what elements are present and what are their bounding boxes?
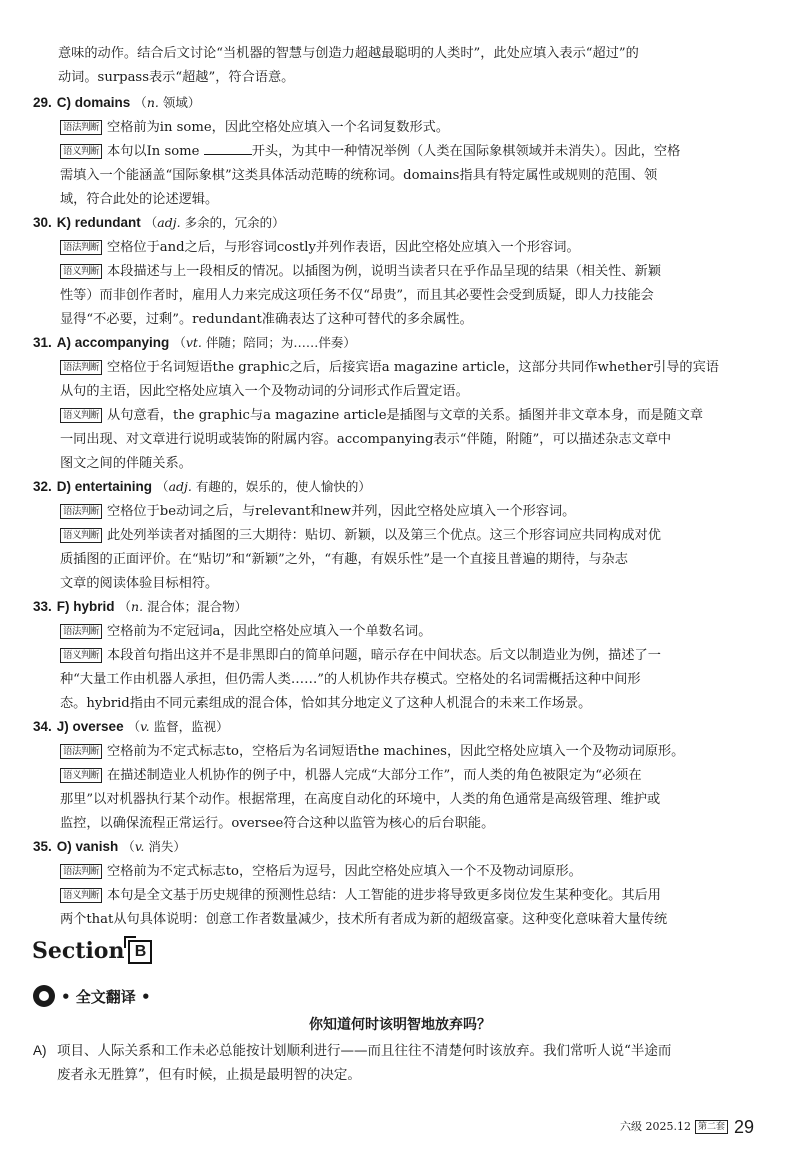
item-34-meaning-2: 那里”以对机器执行某个动作。根据常理，在高度自动化的环境中，人类的角色通常是高级管理、维护或	[60, 792, 661, 807]
item-31-meaning-2: 一同出现、对文章进行说明或装饰的附属内容。accompanying表示“伴随，附随”，可以描述杂志文章中	[60, 432, 672, 447]
part-of-speech: n.	[146, 95, 159, 110]
translation-label: • 全文翻译 •	[61, 987, 151, 1006]
page-footer	[620, 1117, 754, 1137]
item-30-meaning-2: 性等）而非创作者时，雇用人力来完成这项任务不仅“昂贵”，而且其必要性会受到质疑，即人力技能会	[60, 288, 654, 303]
intro-line-1: 意味的动作。结合后文讨论“当机器的智慧与创造力超越最聪明的人类时”，此处应填入表示“超过”的	[58, 46, 639, 61]
item-31-heading: 31. A) accompanying （vt. 伴随；陪同；为……伴奏）	[33, 335, 356, 350]
item-32-meaning-2: 质插图的正面评价。在“贴切”和“新颖”之外，“有趣，有娱乐性”是一个直接且普遍的期待，与杂志	[60, 552, 628, 567]
item-35-meaning-2: 两个that从句具体说明：创意工作者数量减少，技术所有者成为新的超级富豪。这种变化意味着大量传统	[60, 912, 668, 927]
item-33-heading: 33. F) hybrid （n. 混合体；混合物）	[33, 599, 248, 614]
item-30-grammar: 语法判断 空格位于and之后，与形容词costly并列作表语，因此空格处应填入一个形容词。	[60, 236, 750, 260]
item-29-grammar: 语法判断 空格前为in some，因此空格处应填入一个名词复数形式。	[60, 116, 750, 140]
item-number: 29.	[33, 95, 52, 110]
issue-badge: 第二套	[695, 1120, 728, 1134]
item-31-meaning-3: 图文之间的伴随关系。	[60, 456, 192, 471]
item-33-grammar: 语法判断 空格前为不定冠词a，因此空格处应填入一个单数名词。	[60, 620, 750, 644]
grammar-tag: 语法判断	[60, 120, 102, 135]
item-29-meaning-3: 域，符合此处的论述逻辑。	[60, 192, 219, 207]
item-35-grammar: 语法判断 空格前为不定式标志to，空格后为逗号，因此空格处应填入一个不及物动词原形。	[60, 860, 750, 884]
item-34-meaning-3: 监控，以确保流程正常运行。oversee符合这种以监管为核心的后台职能。	[60, 816, 495, 831]
gloss-text: 领域	[162, 95, 188, 110]
item-29-heading: 29. C) domains （n. 领域）	[33, 95, 201, 110]
item-33-meaning-1: 语义判断 本段首句指出这并不是非黑即白的简单问题，暗示存在中间状态。后文以制造业为例，描述了一	[60, 644, 750, 668]
item-30-meaning-1: 语义判断 本段描述与上一段相反的情况。以插图为例，说明当读者只在乎作品呈现的结果（相关性、新颖	[60, 260, 750, 284]
item-33-meaning-3: 态。hybrid指由不同元素组成的混合体，恰如其分地定义了这种人机混合的未来工作场景。	[60, 696, 592, 711]
item-34-grammar: 语法判断 空格前为不定式标志to，空格后为名词短语the machines，因此空格处应填入一个及物动词原形。	[60, 740, 750, 764]
paragraph-line-1: 项目、人际关系和工作未必总能按计划顺利进行——而且往往不清楚何时该放弃。我们常听人说“半途而	[57, 1043, 672, 1059]
item-31-grammar-2: 从句的主语，因此空格处应填入一个及物动词的分词形式作后置定语。	[60, 384, 469, 399]
paragraph-line-2: 废者永无胜算”，但有时候，止损是最明智的决定。	[57, 1067, 361, 1083]
article-paragraph-a	[33, 1039, 749, 1087]
item-34-meaning-1: 语义判断 在描述制造业人机协作的例子中，机器人完成“大部分工作”，而人类的角色被限定为“必须在	[60, 764, 750, 788]
item-31-meaning-1: 语义判断 从句意看，the graphic与a magazine article是插图与文章的关系。插图并非文章本身，而是随文章	[60, 404, 750, 428]
item-35-heading: 35. O) vanish （v. 消失）	[33, 839, 186, 854]
item-33-meaning-2: 种“大量工作由机器人承担，但仍需人类……”的人机协作共存模式。空格处的名词需概括这种中间形	[60, 672, 641, 687]
section-letter-box: B	[128, 940, 152, 964]
answer-word: O) vanish	[56, 839, 119, 854]
item-32-grammar: 语法判断 空格位于be动词之后，与relevant和new并列，因此空格处应填入一个形容词。	[60, 500, 750, 524]
paragraph-marker: A)	[33, 1043, 47, 1058]
answer-word: K) redundant	[56, 215, 141, 230]
answer-word: C) domains	[56, 95, 131, 110]
item-30-meaning-3: 显得“不必要，过剩”。redundant准确表达了这种可替代的多余属性。	[60, 312, 473, 327]
answer-word: J) oversee	[56, 719, 124, 734]
item-35-meaning-1: 语义判断 本句是全文基于历史规律的预测性总结：人工智能的进步将导致更多岗位发生某种变化。其后用	[60, 884, 750, 908]
item-29-meaning-1: 语义判断 本句以In some 开头，为其中一种情况举例（人类在国际象棋领域并未消失）。因此，空格	[60, 140, 750, 164]
item-34-heading: 34. J) oversee （v. 监督，监视）	[33, 719, 229, 734]
section-heading	[32, 936, 152, 966]
answer-blank	[204, 142, 252, 155]
item-32-heading: 32. D) entertaining （adj. 有趣的，娱乐的，使人愉快的）	[33, 479, 371, 494]
section-label: Section	[32, 938, 125, 964]
item-32-meaning-1: 语义判断 此处列举读者对插图的三大期待：贴切、新颖，以及第三个优点。这三个形容词应共同构成对优	[60, 524, 750, 548]
translation-header	[33, 982, 151, 1010]
footer-label: 六级 2025.12	[619, 1120, 691, 1133]
answer-word: A) accompanying	[56, 335, 170, 350]
item-29-meaning-2: 需填入一个能涵盖“国际象棋”这类具体活动范畴的统称词。domains指具有特定属性或规则的范围、领	[60, 168, 658, 183]
item-32-meaning-3: 文章的阅读体验目标相符。	[60, 576, 219, 591]
gear-icon	[33, 985, 55, 1007]
meaning-tag: 语义判断	[60, 144, 102, 159]
item-31-grammar-1: 语法判断 空格位于名词短语the graphic之后，后接宾语a magazine article，这部分共同作whether引导的宾语	[60, 356, 750, 380]
page-number: 29	[733, 1117, 754, 1137]
intro-line-2: 动词。surpass表示“超越”，符合语意。	[58, 70, 295, 85]
article-title: 你知道何时该明智地放弃吗？	[309, 1017, 491, 1033]
item-30-heading: 30. K) redundant （adj. 多余的，冗余的）	[33, 215, 285, 230]
answer-word: F) hybrid	[56, 599, 115, 614]
answer-word: D) entertaining	[56, 479, 153, 494]
